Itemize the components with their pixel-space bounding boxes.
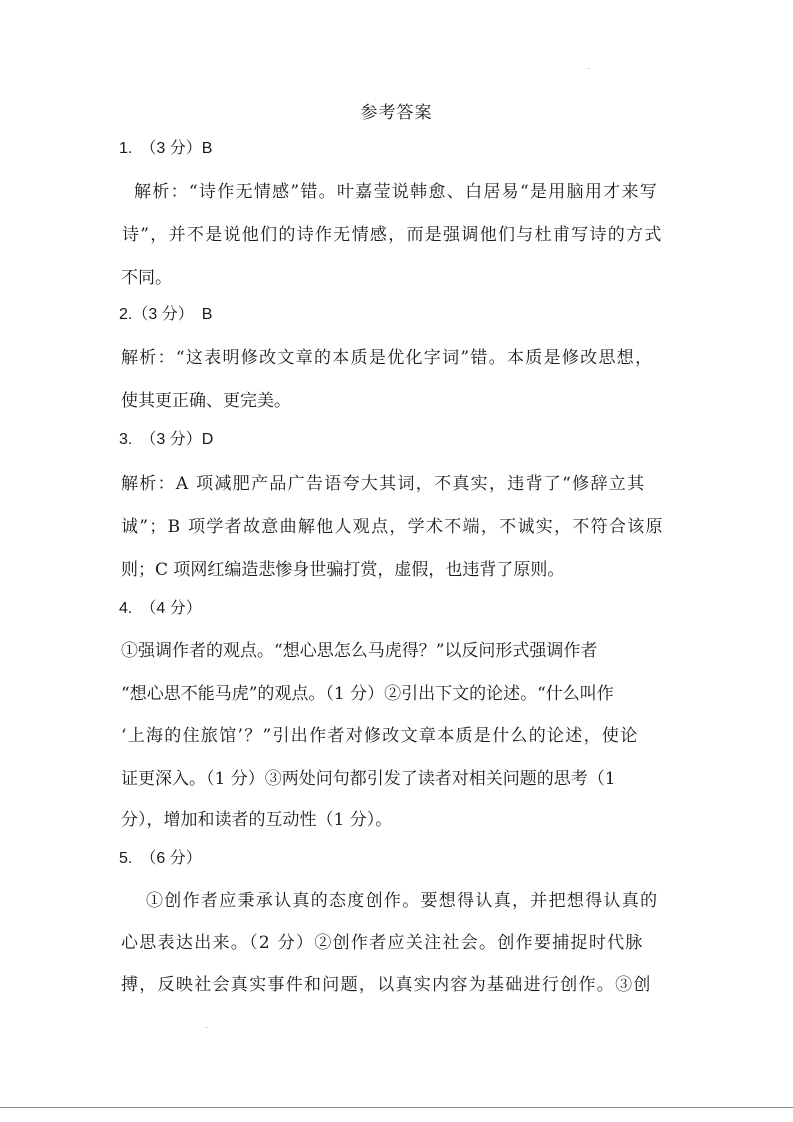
page-bottom-rule: [0, 1107, 793, 1108]
q1-line-3: 不同。: [121, 268, 172, 288]
q4-heading: 4. （4 分）: [119, 600, 202, 617]
q1-heading: 1. （3 分）B: [119, 140, 213, 157]
q3-line-1: 解析：A 项减肥产品广告语夸大其词，不真实，违背了“修辞立其: [121, 474, 646, 494]
q5-line-3: 搏，反映社会真实事件和问题，以真实内容为基础进行创作。③创: [121, 975, 652, 995]
scan-speck: [206, 1027, 207, 1028]
page-title: 参考答案: [360, 103, 433, 123]
q1-line-2: 诗”，并不是说他们的诗作无情感，而是强调他们与杜甫写诗的方式: [122, 225, 663, 245]
q4-line-4: 证更深入。（1 分）③两处问句都引发了读者对相关问题的思考（1: [121, 769, 616, 789]
q3-heading: 3. （3 分）D: [119, 431, 214, 448]
q3-line-2: 诚”；B 项学者故意曲解他人观点，学术不端，不诚实，不符合该原: [121, 517, 664, 537]
q4-line-1: ①强调作者的观点。“想心思怎么马虎得？”以反问形式强调作者: [121, 641, 598, 661]
q4-line-3: ‘上海的住旅馆’？”引出作者对修改文章本质是什么的论述，使论: [121, 726, 639, 746]
q4-line-2: “想心思不能马虎”的观点。（1 分）②引出下文的论述。“什么叫作: [121, 684, 614, 704]
q3-line-3: 则；C 项网红编造悲惨身世骗打赏，虚假，也违背了原则。: [121, 560, 565, 580]
q5-line-2: 心思表达出来。（2 分）②创作者应关注社会。创作要捕捉时代脉: [121, 933, 644, 953]
scan-speck: [588, 68, 589, 69]
q5-heading: 5. （6 分）: [119, 850, 202, 867]
q5-line-1: ①创作者应秉承认真的态度创作。要想得认真，并把想得认真的: [146, 891, 659, 911]
q2-heading: 2.（3 分） B: [119, 306, 213, 323]
q4-line-5: 分），增加和读者的互动性（1 分）。: [121, 810, 393, 830]
q2-line-2: 使其更正确、更完美。: [121, 391, 291, 411]
q2-line-1: 解析：“这表明修改文章的本质是优化字词”错。本质是修改思想，: [121, 348, 654, 368]
q1-line-1: 解析：“诗作无情感”错。叶嘉莹说韩愈、白居易“是用脑用才来写: [134, 182, 659, 202]
